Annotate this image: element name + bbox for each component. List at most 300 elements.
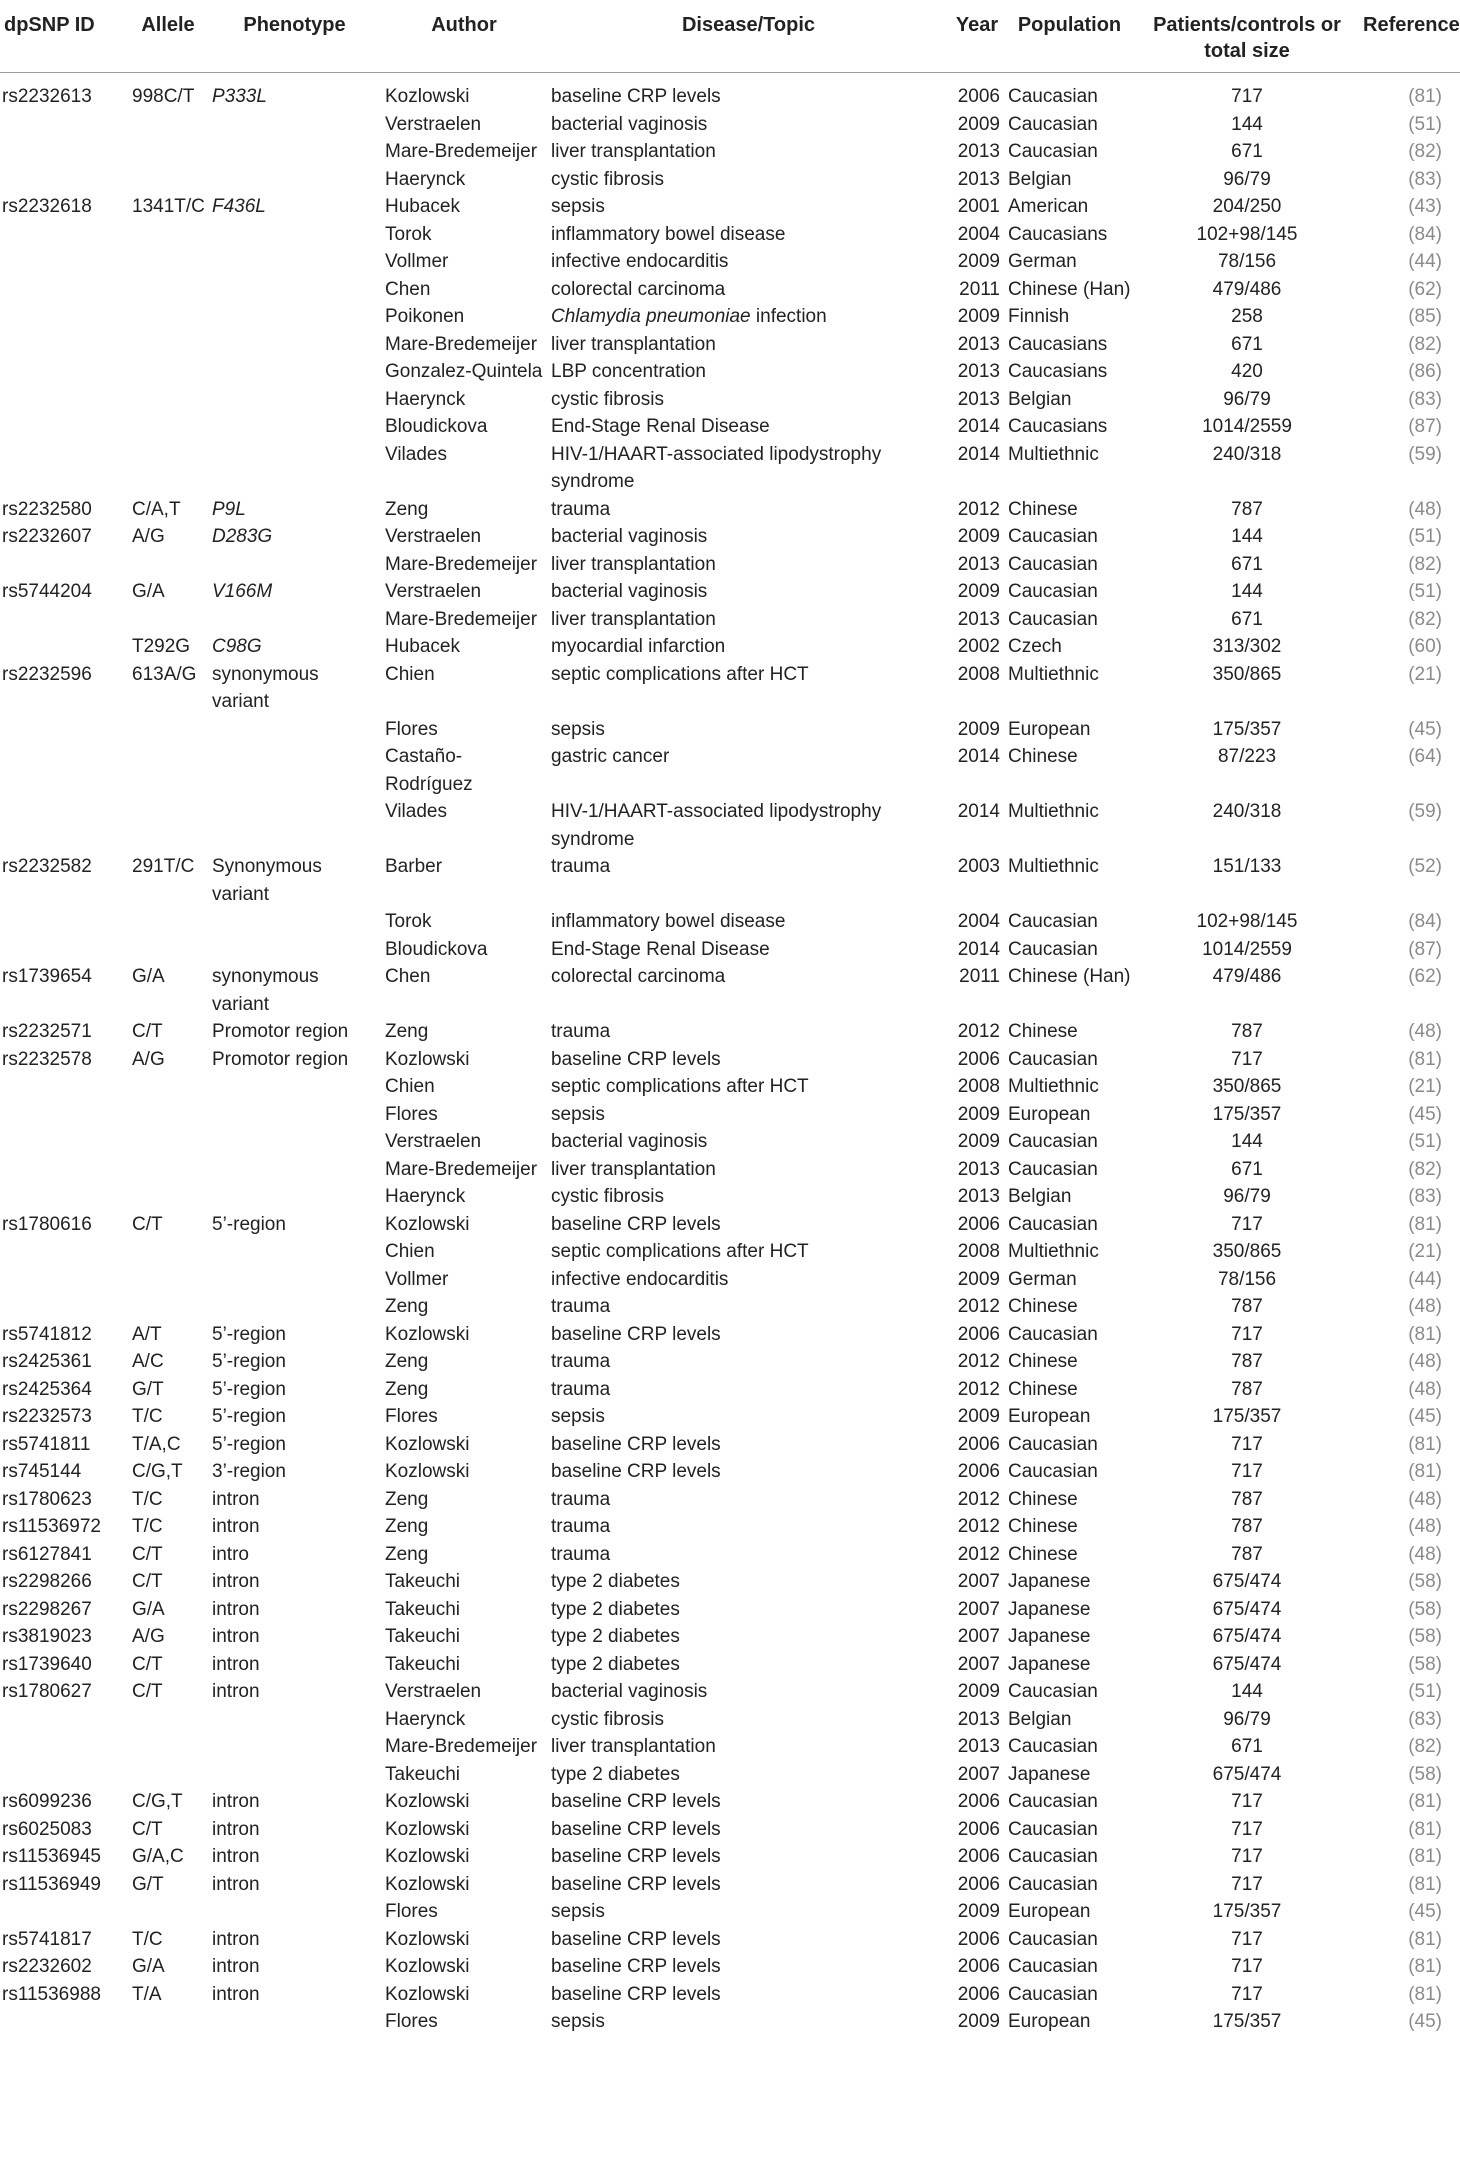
snp-id-cell: rs5741817 bbox=[2, 1928, 92, 1950]
author-cell: Kozlowski bbox=[385, 1433, 470, 1455]
phenotype-cell: V166M bbox=[212, 581, 273, 602]
header-dpsnp-id: dpSNP ID bbox=[0, 0, 128, 73]
disease-cell: infective endocarditis bbox=[551, 251, 729, 272]
population-cell: Belgian bbox=[1008, 1708, 1072, 1730]
table-row bbox=[0, 1623, 1460, 1651]
year-cell: 2012 bbox=[957, 1351, 1000, 1372]
disease-cell: liver transplantation bbox=[551, 1158, 716, 1180]
reference-cell: (81) bbox=[1408, 1433, 1442, 1455]
phenotype-cell bbox=[208, 138, 381, 166]
snp-id-cell: rs1780623 bbox=[2, 1488, 92, 1510]
year-cell: 2006 bbox=[957, 1433, 1000, 1455]
allele-cell: T/A,C bbox=[132, 1433, 181, 1455]
size-cell: 151/133 bbox=[1212, 856, 1282, 877]
snp-id-cell bbox=[0, 551, 128, 579]
size-cell: 420 bbox=[1231, 361, 1263, 382]
snp-id-cell bbox=[0, 166, 128, 194]
author-cell: Mare-Bredemeijer bbox=[385, 1736, 538, 1757]
reference-cell: (48) bbox=[1408, 1351, 1442, 1372]
allele-cell: G/A bbox=[132, 581, 165, 602]
reference-cell: (48) bbox=[1408, 1296, 1442, 1317]
allele-cell bbox=[128, 2008, 208, 2036]
reference-cell: (48) bbox=[1408, 1378, 1442, 1400]
allele-cell: A/T bbox=[132, 1323, 162, 1345]
disease-cell: bacterial vaginosis bbox=[551, 113, 708, 135]
snp-id-cell bbox=[0, 221, 128, 249]
phenotype-cell: intron bbox=[212, 1873, 260, 1895]
reference-cell: (51) bbox=[1408, 581, 1442, 602]
population-cell: Caucasian bbox=[1008, 1158, 1098, 1180]
year-cell: 2002 bbox=[957, 636, 1000, 657]
table-row bbox=[0, 1403, 1460, 1431]
snp-id-cell: rs2232578 bbox=[2, 1048, 92, 1070]
snp-id-cell bbox=[0, 716, 128, 744]
disease-cell: myocardial infarction bbox=[551, 636, 726, 657]
year-cell: 2013 bbox=[957, 553, 1000, 575]
allele-cell: G/A bbox=[132, 1598, 165, 1620]
phenotype-cell bbox=[208, 1183, 381, 1211]
size-cell: 1014/2559 bbox=[1202, 416, 1292, 437]
author-cell: Kozlowski bbox=[385, 1791, 470, 1812]
size-cell: 350/865 bbox=[1212, 1076, 1282, 1097]
phenotype-cell: intro bbox=[212, 1543, 249, 1565]
header-allele: Allele bbox=[128, 0, 208, 73]
disease-cell bbox=[547, 303, 950, 331]
year-cell: 2014 bbox=[957, 801, 1000, 822]
table-body bbox=[0, 73, 1460, 2036]
year-cell: 2013 bbox=[957, 333, 1000, 355]
year-cell: 2007 bbox=[957, 1763, 1000, 1785]
population-cell: Caucasian bbox=[1008, 113, 1098, 135]
population-cell: Chinese (Han) bbox=[1008, 966, 1131, 987]
year-cell: 2006 bbox=[957, 86, 1000, 107]
disease-cell: septic complications after HCT bbox=[551, 1241, 809, 1262]
disease-cell: baseline CRP levels bbox=[551, 1323, 721, 1345]
snp-id-cell bbox=[0, 111, 128, 139]
table-row bbox=[0, 908, 1460, 936]
size-cell: 717 bbox=[1231, 1791, 1263, 1812]
population-cell: Caucasian bbox=[1008, 553, 1098, 575]
phenotype-cell bbox=[208, 606, 381, 634]
snp-id-cell bbox=[0, 358, 128, 386]
disease-cell: trauma bbox=[551, 1488, 611, 1510]
reference-cell: (81) bbox=[1408, 1956, 1442, 1977]
year-cell: 2003 bbox=[957, 856, 1000, 877]
year-cell: 2014 bbox=[957, 938, 1000, 960]
population-cell: Caucasian bbox=[1008, 1213, 1098, 1235]
author-cell: Takeuchi bbox=[385, 1598, 460, 1620]
allele-cell: A/G bbox=[132, 1048, 165, 1070]
allele-cell: A/G bbox=[132, 526, 165, 547]
disease-cell: infective endocarditis bbox=[551, 1268, 729, 1290]
author-cell: Kozlowski bbox=[385, 1213, 470, 1235]
size-cell: 717 bbox=[1231, 1928, 1263, 1950]
year-cell: 2013 bbox=[957, 141, 1000, 162]
author-cell: Flores bbox=[385, 2011, 438, 2032]
phenotype-cell: intron bbox=[212, 1818, 260, 1840]
year-cell: 2007 bbox=[957, 1626, 1000, 1647]
header-row bbox=[0, 0, 1460, 73]
author-cell: Flores bbox=[385, 718, 438, 740]
year-cell: 2009 bbox=[957, 1131, 1000, 1152]
table-row bbox=[0, 606, 1460, 634]
reference-cell: (81) bbox=[1408, 86, 1442, 107]
snp-id-cell: rs2298267 bbox=[2, 1598, 92, 1620]
reference-cell: (51) bbox=[1408, 1131, 1442, 1152]
allele-cell bbox=[128, 606, 208, 634]
author-cell: Takeuchi bbox=[385, 1763, 460, 1785]
author-cell: Zeng bbox=[385, 498, 429, 520]
phenotype-cell: synonymous variant bbox=[212, 663, 319, 712]
reference-cell: (58) bbox=[1408, 1763, 1442, 1785]
year-cell: 2009 bbox=[957, 306, 1000, 327]
size-cell: 675/474 bbox=[1212, 1653, 1282, 1675]
allele-cell bbox=[128, 1266, 208, 1294]
reference-cell: (83) bbox=[1408, 1186, 1442, 1207]
author-cell: Chen bbox=[385, 966, 431, 987]
reference-cell: (82) bbox=[1408, 333, 1442, 355]
disease-cell: trauma bbox=[551, 1543, 611, 1565]
author-cell: Poikonen bbox=[385, 306, 465, 327]
disease-cell: baseline CRP levels bbox=[551, 1956, 721, 1977]
snp-id-cell bbox=[0, 1293, 128, 1321]
author-cell: Kozlowski bbox=[385, 1928, 470, 1950]
disease-rest-text: infection bbox=[750, 306, 827, 327]
allele-cell bbox=[128, 1156, 208, 1184]
year-cell: 2013 bbox=[957, 1708, 1000, 1730]
allele-cell: C/G,T bbox=[132, 1791, 183, 1812]
year-cell: 2012 bbox=[957, 1488, 1000, 1510]
author-cell: Flores bbox=[385, 1901, 438, 1922]
size-cell: 717 bbox=[1231, 1846, 1263, 1867]
author-cell: Takeuchi bbox=[385, 1571, 460, 1592]
size-cell: 675/474 bbox=[1212, 1763, 1282, 1785]
table-row bbox=[0, 1321, 1460, 1349]
size-cell: 479/486 bbox=[1212, 278, 1282, 300]
phenotype-cell: intron bbox=[212, 1791, 260, 1812]
table-row bbox=[0, 1101, 1460, 1129]
size-cell: 175/357 bbox=[1212, 1901, 1282, 1922]
size-cell: 96/79 bbox=[1223, 1708, 1271, 1730]
population-cell: Caucasian bbox=[1008, 938, 1098, 960]
size-cell: 96/79 bbox=[1223, 388, 1271, 410]
reference-cell: (48) bbox=[1408, 1516, 1442, 1537]
size-cell: 675/474 bbox=[1212, 1571, 1282, 1592]
phenotype-cell bbox=[208, 166, 381, 194]
population-cell: Caucasian bbox=[1008, 608, 1098, 630]
size-cell: 671 bbox=[1231, 333, 1263, 355]
population-cell: Caucasian bbox=[1008, 1791, 1098, 1812]
author-cell: Chen bbox=[385, 278, 431, 300]
phenotype-cell bbox=[208, 1733, 381, 1761]
table-row bbox=[0, 1293, 1460, 1321]
year-cell: 2012 bbox=[957, 1021, 1000, 1042]
population-cell: Chinese bbox=[1008, 1516, 1078, 1537]
reference-cell: (51) bbox=[1408, 113, 1442, 135]
year-cell: 2012 bbox=[957, 1516, 1000, 1537]
table-header bbox=[0, 0, 1460, 73]
snp-id-cell bbox=[0, 138, 128, 166]
phenotype-cell: 3’-region bbox=[212, 1461, 286, 1482]
size-cell: 78/156 bbox=[1217, 1268, 1277, 1290]
population-cell: Caucasian bbox=[1008, 1983, 1098, 2005]
author-cell: Mare-Bredemeijer bbox=[385, 141, 538, 162]
size-cell: 717 bbox=[1231, 1213, 1263, 1235]
population-cell: Multiethnic bbox=[1008, 663, 1099, 685]
snp-id-cell bbox=[0, 441, 128, 496]
reference-cell: (83) bbox=[1408, 168, 1442, 190]
phenotype-cell: intron bbox=[212, 1928, 260, 1950]
table-row bbox=[0, 1678, 1460, 1706]
reference-cell: (60) bbox=[1408, 636, 1442, 657]
table-row bbox=[0, 496, 1460, 524]
phenotype-cell: C98G bbox=[212, 636, 262, 657]
phenotype-cell: intron bbox=[212, 1653, 260, 1675]
table-row bbox=[0, 716, 1460, 744]
allele-cell: 998C/T bbox=[132, 86, 195, 107]
table-row bbox=[0, 1926, 1460, 1954]
population-cell: Caucasian bbox=[1008, 581, 1098, 602]
disease-cell: type 2 diabetes bbox=[551, 1571, 680, 1592]
population-cell: Caucasian bbox=[1008, 911, 1098, 932]
disease-cell: baseline CRP levels bbox=[551, 1791, 721, 1812]
author-cell: Torok bbox=[385, 911, 432, 932]
author-cell: Haerynck bbox=[385, 168, 466, 190]
author-cell: Zeng bbox=[385, 1488, 429, 1510]
disease-cell: bacterial vaginosis bbox=[551, 1131, 708, 1152]
phenotype-cell bbox=[208, 413, 381, 441]
disease-cell: inflammatory bowel disease bbox=[551, 911, 786, 932]
author-cell: Kozlowski bbox=[385, 1956, 470, 1977]
disease-italic-text: Chlamydia pneumoniae bbox=[551, 306, 751, 327]
reference-cell: (45) bbox=[1408, 718, 1442, 740]
allele-cell bbox=[128, 1293, 208, 1321]
size-cell: 144 bbox=[1231, 581, 1263, 602]
size-cell: 175/357 bbox=[1212, 718, 1282, 740]
allele-cell bbox=[128, 551, 208, 579]
author-cell: Verstraelen bbox=[385, 1131, 482, 1152]
allele-cell bbox=[128, 1101, 208, 1129]
size-cell: 671 bbox=[1231, 141, 1263, 162]
size-cell: 671 bbox=[1231, 1158, 1263, 1180]
size-cell: 675/474 bbox=[1212, 1626, 1282, 1647]
disease-cell: cystic fibrosis bbox=[551, 168, 664, 190]
phenotype-cell: intron bbox=[212, 1846, 260, 1867]
size-cell: 350/865 bbox=[1212, 663, 1282, 685]
author-cell: Kozlowski bbox=[385, 1846, 470, 1867]
author-cell: Chien bbox=[385, 1076, 435, 1097]
snp-id-cell: rs2232596 bbox=[2, 663, 92, 685]
size-cell: 204/250 bbox=[1212, 196, 1282, 217]
author-cell: Takeuchi bbox=[385, 1653, 460, 1675]
phenotype-cell: intron bbox=[212, 1983, 260, 2005]
snp-id-cell: rs6099236 bbox=[2, 1791, 92, 1812]
snp-id-cell: rs1739654 bbox=[2, 966, 92, 987]
allele-cell: G/A bbox=[132, 1956, 165, 1977]
author-cell: Zeng bbox=[385, 1021, 429, 1042]
phenotype-cell: intron bbox=[212, 1516, 260, 1537]
population-cell: Chinese bbox=[1008, 746, 1078, 767]
year-cell: 2009 bbox=[957, 526, 1000, 547]
author-cell: Kozlowski bbox=[385, 1983, 470, 2005]
phenotype-cell: P9L bbox=[212, 498, 246, 520]
reference-cell: (58) bbox=[1408, 1626, 1442, 1647]
allele-cell: G/A bbox=[132, 966, 165, 987]
population-cell: European bbox=[1008, 1103, 1091, 1125]
snp-id-cell: rs2425364 bbox=[2, 1378, 92, 1400]
table-row bbox=[0, 1046, 1460, 1074]
reference-cell: (81) bbox=[1408, 1928, 1442, 1950]
author-cell: Castaño-Rodríguez bbox=[385, 746, 473, 795]
population-cell: Multiethnic bbox=[1008, 801, 1099, 822]
year-cell: 2009 bbox=[957, 1268, 1000, 1290]
table-row bbox=[0, 661, 1460, 716]
snp-id-cell: rs1780616 bbox=[2, 1213, 92, 1235]
snp-id-cell bbox=[0, 276, 128, 304]
table-row bbox=[0, 358, 1460, 386]
disease-cell: sepsis bbox=[551, 718, 605, 740]
snp-id-cell: rs11536949 bbox=[2, 1873, 101, 1895]
phenotype-cell bbox=[208, 1898, 381, 1926]
phenotype-cell: Synonymous variant bbox=[212, 856, 322, 905]
year-cell: 2007 bbox=[957, 1653, 1000, 1675]
disease-cell: HIV-1/HAART-associated lipodystrophy syndrome bbox=[551, 443, 882, 492]
population-cell: Chinese bbox=[1008, 498, 1078, 520]
reference-cell: (48) bbox=[1408, 1543, 1442, 1565]
reference-cell: (43) bbox=[1408, 196, 1442, 217]
table-row bbox=[0, 1568, 1460, 1596]
reference-cell: (52) bbox=[1408, 856, 1442, 877]
population-cell: Caucasians bbox=[1008, 361, 1108, 382]
allele-cell: T/C bbox=[132, 1928, 163, 1950]
table-row bbox=[0, 1238, 1460, 1266]
phenotype-cell bbox=[208, 716, 381, 744]
reference-cell: (82) bbox=[1408, 608, 1442, 630]
author-cell: Zeng bbox=[385, 1543, 429, 1565]
year-cell: 2014 bbox=[957, 746, 1000, 767]
year-cell: 2006 bbox=[957, 1928, 1000, 1950]
reference-cell: (45) bbox=[1408, 2011, 1442, 2032]
year-cell: 2004 bbox=[957, 223, 1000, 245]
population-cell: Finnish bbox=[1008, 306, 1070, 327]
reference-cell: (81) bbox=[1408, 1461, 1442, 1482]
disease-cell: type 2 diabetes bbox=[551, 1653, 680, 1675]
author-cell: Haerynck bbox=[385, 1708, 466, 1730]
size-cell: 1014/2559 bbox=[1202, 938, 1292, 960]
author-cell: Vollmer bbox=[385, 251, 449, 272]
reference-cell: (21) bbox=[1408, 1076, 1442, 1097]
year-cell: 2006 bbox=[957, 1461, 1000, 1482]
disease-cell: bacterial vaginosis bbox=[551, 526, 708, 547]
population-cell: Chinese bbox=[1008, 1378, 1078, 1400]
disease-cell: septic complications after HCT bbox=[551, 1076, 809, 1097]
reference-cell: (81) bbox=[1408, 1873, 1442, 1895]
phenotype-cell bbox=[208, 111, 381, 139]
reference-cell: (62) bbox=[1408, 278, 1442, 300]
phenotype-cell: intron bbox=[212, 1598, 260, 1620]
author-cell: Haerynck bbox=[385, 388, 466, 410]
allele-cell: T/A bbox=[132, 1983, 162, 2005]
disease-cell: type 2 diabetes bbox=[551, 1598, 680, 1620]
allele-cell: C/G,T bbox=[132, 1461, 183, 1482]
reference-cell: (81) bbox=[1408, 1846, 1442, 1867]
size-cell: 717 bbox=[1231, 1461, 1263, 1482]
author-cell: Flores bbox=[385, 1103, 438, 1125]
table-row bbox=[0, 1871, 1460, 1899]
table-row bbox=[0, 1458, 1460, 1486]
disease-cell: liver transplantation bbox=[551, 1736, 716, 1757]
size-cell: 675/474 bbox=[1212, 1598, 1282, 1620]
year-cell: 2009 bbox=[957, 581, 1000, 602]
reference-cell: (85) bbox=[1408, 306, 1442, 327]
size-cell: 717 bbox=[1231, 1433, 1263, 1455]
disease-cell: colorectal carcinoma bbox=[551, 966, 726, 987]
author-cell: Zeng bbox=[385, 1378, 429, 1400]
size-cell: 787 bbox=[1231, 1296, 1263, 1317]
disease-cell: trauma bbox=[551, 1378, 611, 1400]
reference-cell: (81) bbox=[1408, 1983, 1442, 2005]
allele-cell bbox=[128, 303, 208, 331]
table-row bbox=[0, 276, 1460, 304]
size-cell: 144 bbox=[1231, 1131, 1263, 1152]
phenotype-cell bbox=[208, 248, 381, 276]
reference-cell: (81) bbox=[1408, 1048, 1442, 1070]
reference-cell: (21) bbox=[1408, 1241, 1442, 1262]
snp-id-cell: rs1739640 bbox=[2, 1653, 92, 1675]
size-cell: 144 bbox=[1231, 526, 1263, 547]
disease-cell: baseline CRP levels bbox=[551, 1983, 721, 2005]
snp-id-cell bbox=[0, 1238, 128, 1266]
reference-cell: (86) bbox=[1408, 361, 1442, 382]
author-cell: Hubacek bbox=[385, 196, 460, 217]
year-cell: 2012 bbox=[957, 1543, 1000, 1565]
author-cell: Mare-Bredemeijer bbox=[385, 333, 538, 355]
reference-cell: (45) bbox=[1408, 1103, 1442, 1125]
table-row bbox=[0, 1156, 1460, 1184]
table-row bbox=[0, 193, 1460, 221]
population-cell: Caucasian bbox=[1008, 86, 1098, 107]
author-cell: Kozlowski bbox=[385, 1461, 470, 1482]
year-cell: 2013 bbox=[957, 388, 1000, 410]
table-row bbox=[0, 1348, 1460, 1376]
size-cell: 671 bbox=[1231, 1736, 1263, 1757]
allele-cell: C/T bbox=[132, 1818, 163, 1840]
phenotype-cell bbox=[208, 1293, 381, 1321]
snp-id-cell: rs5741811 bbox=[2, 1433, 91, 1455]
population-cell: Japanese bbox=[1008, 1571, 1091, 1592]
reference-cell: (59) bbox=[1408, 443, 1442, 465]
header-author: Author bbox=[381, 0, 547, 73]
disease-cell: trauma bbox=[551, 498, 611, 520]
size-cell: 717 bbox=[1231, 1323, 1263, 1345]
size-cell: 717 bbox=[1231, 1956, 1263, 1977]
table-row bbox=[0, 1843, 1460, 1871]
population-cell: Chinese bbox=[1008, 1543, 1078, 1565]
allele-cell: G/A,C bbox=[132, 1846, 184, 1867]
table-row bbox=[0, 303, 1460, 331]
size-cell: 717 bbox=[1231, 1873, 1263, 1895]
disease-cell: baseline CRP levels bbox=[551, 1928, 721, 1950]
phenotype-cell: 5’-region bbox=[212, 1213, 286, 1235]
snp-id-cell: rs2425361 bbox=[2, 1351, 92, 1372]
reference-cell: (58) bbox=[1408, 1598, 1442, 1620]
reference-cell: (87) bbox=[1408, 938, 1442, 960]
author-cell: Kozlowski bbox=[385, 1818, 470, 1840]
disease-cell: baseline CRP levels bbox=[551, 1433, 721, 1455]
allele-cell bbox=[128, 1073, 208, 1101]
size-cell: 717 bbox=[1231, 86, 1263, 107]
disease-cell: trauma bbox=[551, 1351, 611, 1372]
